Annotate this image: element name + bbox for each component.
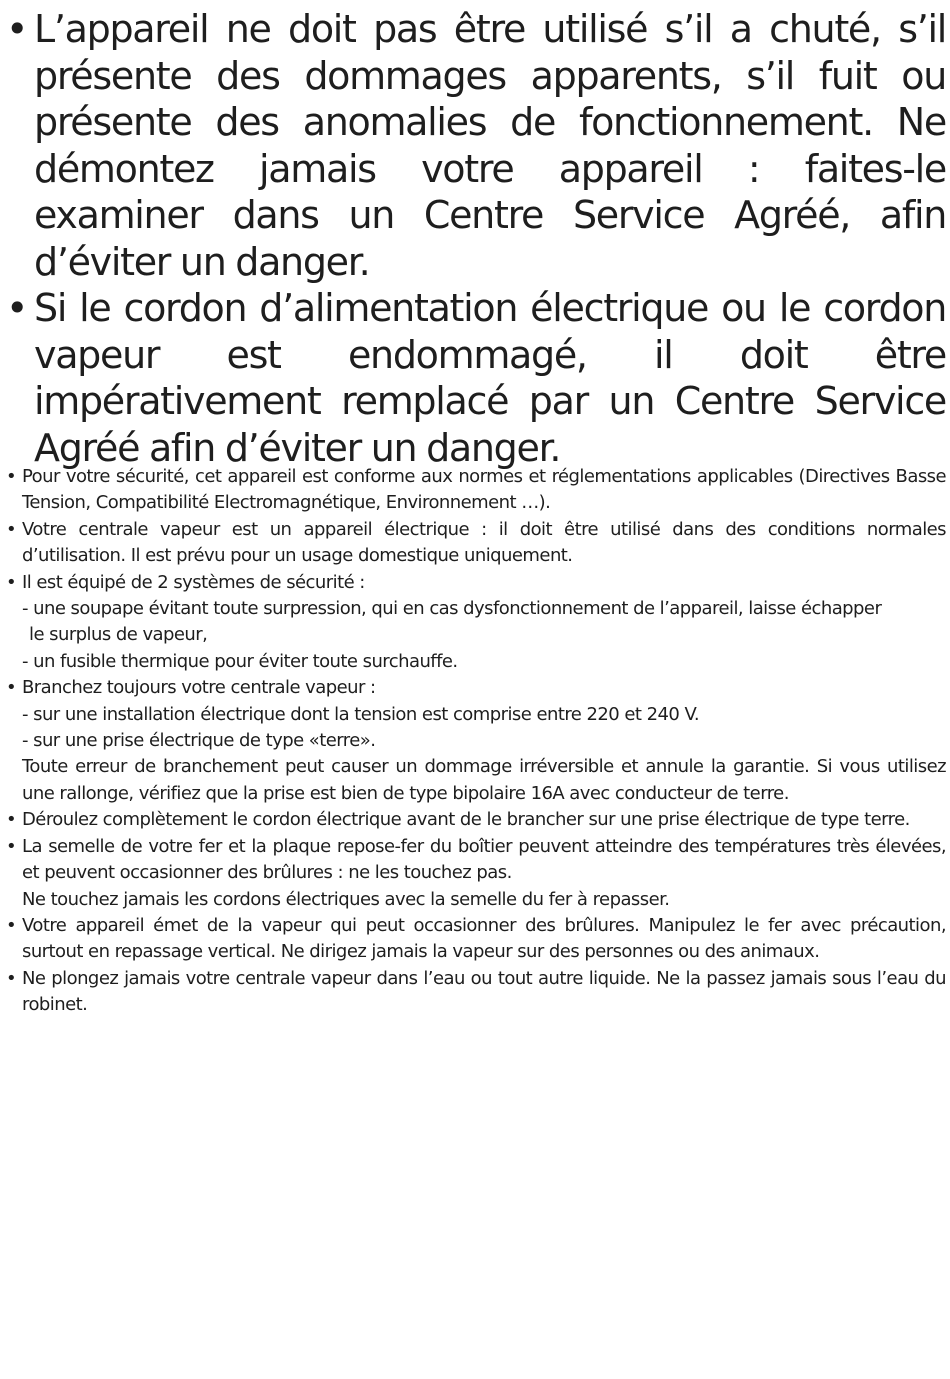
large-warnings-list bbox=[6, 6, 946, 471]
safety-text: Votre centrale vapeur est un appareil électrique : il doit être utilisé dans des conditions normales d’utilisation. Il est prévu pour un usage domestique uniquement. bbox=[22, 518, 946, 567]
connection-warning-paragraph: Toute erreur de branchement peut causer un dommage irréversible et annule la garantie. Si vous utilisez une rallonge, vérifiez que la prise est bien de type bipolaire 16A avec conducteur de terre. bbox=[22, 756, 946, 804]
safety-item-hot-soleplate bbox=[6, 834, 946, 913]
safety-item-no-immersion bbox=[6, 966, 946, 1019]
cord-soleplate-warning: Ne touchez jamais les cordons électriques avec la semelle du fer à repasser. bbox=[22, 888, 670, 910]
safety-text: La semelle de votre fer et la plaque repose-fer du boîtier peuvent atteindre des températures très élevées, et peuvent occasionner des brûlures : ne les touchez pas. bbox=[22, 835, 946, 884]
safety-text: Ne plongez jamais votre centrale vapeur dans l’eau ou tout autre liquide. Ne la passez jamais sous l’eau du robinet. bbox=[22, 967, 946, 1016]
bullet: • bbox=[6, 571, 17, 593]
safety-item-connection bbox=[6, 675, 946, 807]
sub-item-fuse: - un fusible thermique pour éviter toute surchauffe. bbox=[22, 650, 458, 672]
safety-text: Votre appareil émet de la vapeur qui peut occasionner des brûlures. Manipulez le fer avec précaution, surtout en repassage vertical. Ne dirigez jamais la vapeur sur des personnes ou des animaux. bbox=[22, 914, 946, 963]
safety-instructions-list bbox=[6, 464, 946, 1019]
bullet: • bbox=[6, 677, 17, 699]
bullet: • bbox=[6, 466, 17, 487]
warning-item-damaged-appliance bbox=[6, 6, 946, 285]
sub-item-voltage: - sur une installation électrique dont la tension est comprise entre 220 et 240 V. bbox=[22, 703, 700, 725]
sub-item-valve-continuation: le surplus de vapeur, bbox=[29, 624, 208, 646]
safety-item-conformity bbox=[6, 464, 946, 517]
bullet: • bbox=[6, 967, 17, 989]
safety-text: Déroulez complètement le cordon électrique avant de le brancher sur une prise électrique de type terre. bbox=[22, 809, 910, 831]
warning-text: L’appareil ne doit pas être utilisé s’il a chuté, s’il présente des dommages apparents, s’il fuit ou présente des anomalies de fonctionnement. Ne démontez jamais votre appareil : faites-le examiner dans un Centre Service Agréé, afin d’éviter un danger. bbox=[34, 7, 946, 284]
safety-text: Branchez toujours votre centrale vapeur : bbox=[22, 677, 376, 699]
bullet: • bbox=[6, 518, 17, 540]
warning-text: Si le cordon d’alimentation électrique ou le cordon vapeur est endommagé, il doit être impérativement remplacé par un Centre Service Agréé afin d’éviter un danger. bbox=[34, 286, 946, 470]
sub-item-earth-socket: - sur une prise électrique de type «terre». bbox=[22, 730, 376, 752]
safety-text: Pour votre sécurité, cet appareil est conforme aux normes et réglementations applicables (Directives Basse Tension, Compatibilité Electromagnétique, Environnement …). bbox=[22, 466, 946, 514]
safety-item-safety-systems bbox=[6, 570, 946, 676]
safety-item-domestic-use bbox=[6, 517, 946, 570]
safety-item-steam-burns bbox=[6, 913, 946, 966]
bullet: • bbox=[6, 914, 17, 936]
bullet: • bbox=[6, 7, 28, 51]
bullet: • bbox=[6, 809, 17, 831]
warning-item-damaged-cord bbox=[6, 285, 946, 471]
safety-item-unroll-cord bbox=[6, 807, 946, 833]
bullet: • bbox=[6, 835, 17, 857]
bullet: • bbox=[6, 286, 28, 330]
sub-item-valve: - une soupape évitant toute surpression, qui en cas dysfonctionnement de l’appareil, laisse échapper bbox=[22, 598, 882, 620]
safety-text: Il est équipé de 2 systèmes de sécurité : bbox=[22, 571, 365, 593]
